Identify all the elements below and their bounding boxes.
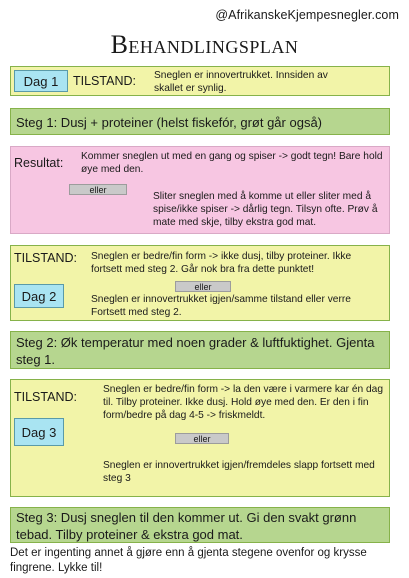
dag3-or-separator: eller — [175, 433, 229, 444]
dag2-tilstand-label: TILSTAND: — [14, 251, 77, 265]
resultat-label: Resultat: — [14, 156, 64, 170]
resultat-good-text: Kommer sneglen ut med en gang og spiser -> godt tegn! Bare hold øye med den. — [81, 151, 383, 175]
steg3-text: Steg 3: Dusj sneglen til den kommer ut. Gi den svakt grønn tebad. Tilby proteiner & ekstra god mat. — [16, 510, 357, 542]
dag2-badge: Dag 2 — [14, 284, 64, 308]
resultat-bad-text: Sliter sneglen med å komme ut eller sliter med å spise/ikke spiser -> dårlig tegn. Tilsyn ofte. Prøv å mate med skje, tilby ekstra god mat. — [153, 191, 378, 228]
dag2-good-text: Sneglen er bedre/fin form -> ikke dusj, tilby proteiner. Ikke fortsett med steg 2. Går nok bra fra dette punktet! — [91, 251, 352, 275]
dag2-panel — [10, 245, 390, 321]
steg1-text: Steg 1: Dusj + proteiner (helst fiskefór, grøt går også) — [16, 115, 323, 130]
dag3-badge: Dag 3 — [14, 418, 64, 446]
resultat-panel — [10, 146, 390, 234]
closing-note: Det er ingenting annet å gjøre enn å gjenta stegene ovenfor og krysse fingrene. Lykke til! — [10, 547, 367, 574]
resultat-or-separator: eller — [69, 184, 127, 195]
dag1-tilstand-label: TILSTAND: — [73, 74, 136, 88]
page-title: Behandlingsplan — [110, 30, 299, 59]
dag1-tilstand-text: Sneglen er innovertrukket. Innsiden av skallet er synlig. — [154, 70, 328, 94]
dag3-tilstand-label: TILSTAND: — [14, 390, 77, 404]
steg1-panel — [10, 108, 390, 135]
steg2-panel — [10, 331, 390, 369]
dag1-badge: Dag 1 — [14, 70, 68, 92]
dag3-panel — [10, 379, 390, 497]
dag3-bad-text: Sneglen er innovertrukket igjen/fremdeles slapp fortsett med steg 3 — [103, 460, 375, 484]
dag3-good-text: Sneglen er bedre/fin form -> la den være i varmere kar én dag til. Tilby proteiner. Ikke dusj. Hold øye med den. Er den i fin form/bedre på dag 4-5 -> friskmeldt. — [103, 384, 384, 421]
dag2-bad-text: Sneglen er innovertrukket igjen/samme tilstand eller verre Fortsett med steg 2. — [91, 294, 351, 318]
dag2-or-separator: eller — [175, 281, 231, 292]
steg2-text: Steg 2: Øk temperatur med noen grader & luftfuktighet. Gjenta steg 1. — [16, 335, 375, 367]
steg3-panel — [10, 507, 390, 543]
dag1-panel — [10, 66, 390, 96]
site-handle: @AfrikanskeKjempesnegler.com — [215, 8, 399, 22]
